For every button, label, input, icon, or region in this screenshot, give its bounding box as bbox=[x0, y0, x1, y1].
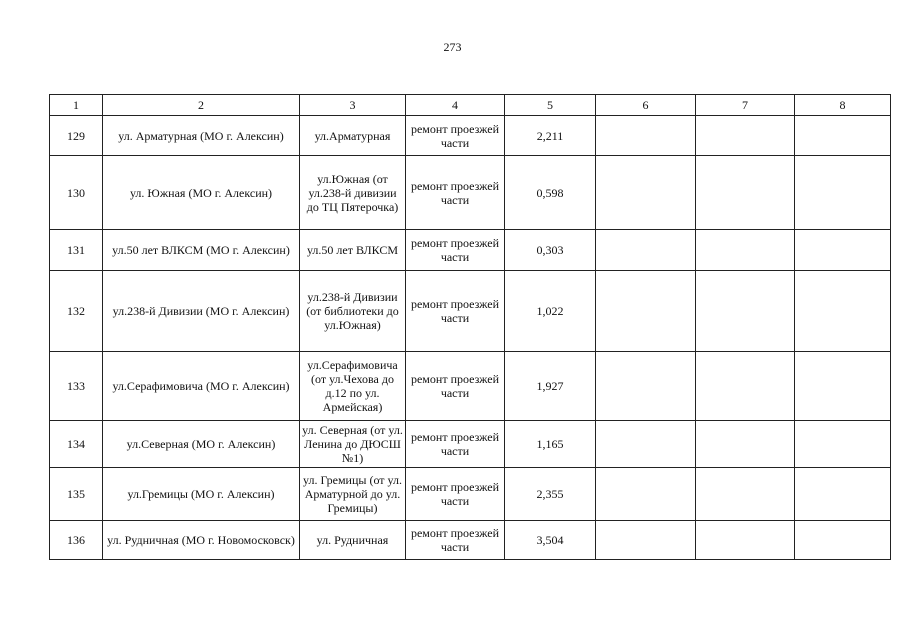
table-header-row bbox=[50, 95, 891, 116]
road-length: 0,303 bbox=[505, 230, 596, 271]
road-section: ул. Северная (от ул. Ленина до ДЮСШ №1) bbox=[300, 421, 406, 468]
row-number: 129 bbox=[50, 116, 103, 156]
column-header: 7 bbox=[696, 95, 795, 116]
road-section: ул. Рудничная bbox=[300, 521, 406, 560]
column-header: 4 bbox=[406, 95, 505, 116]
work-type: ремонт проезжей части bbox=[406, 352, 505, 421]
row-number: 132 bbox=[50, 271, 103, 352]
table-row bbox=[50, 116, 891, 156]
table-row bbox=[50, 271, 891, 352]
column-header: 6 bbox=[596, 95, 696, 116]
road-section: ул.Серафимовича (от ул.Чехова до д.12 по ул. Армейская) bbox=[300, 352, 406, 421]
table-row bbox=[50, 421, 891, 468]
empty-cell bbox=[795, 230, 891, 271]
table-row bbox=[50, 352, 891, 421]
road-name: ул.Серафимовича (МО г. Алексин) bbox=[103, 352, 300, 421]
empty-cell bbox=[795, 156, 891, 230]
empty-cell bbox=[596, 421, 696, 468]
table-row bbox=[50, 468, 891, 521]
work-type: ремонт проезжей части bbox=[406, 116, 505, 156]
empty-cell bbox=[596, 352, 696, 421]
empty-cell bbox=[696, 156, 795, 230]
empty-cell bbox=[795, 116, 891, 156]
empty-cell bbox=[596, 230, 696, 271]
page-number: 273 bbox=[443, 40, 462, 54]
empty-cell bbox=[795, 271, 891, 352]
empty-cell bbox=[596, 116, 696, 156]
road-length: 1,927 bbox=[505, 352, 596, 421]
empty-cell bbox=[795, 468, 891, 521]
empty-cell bbox=[596, 521, 696, 560]
work-type: ремонт проезжей части bbox=[406, 271, 505, 352]
road-name: ул. Арматурная (МО г. Алексин) bbox=[103, 116, 300, 156]
table-row bbox=[50, 156, 891, 230]
empty-cell bbox=[696, 116, 795, 156]
column-header: 3 bbox=[300, 95, 406, 116]
empty-cell bbox=[696, 352, 795, 421]
empty-cell bbox=[795, 352, 891, 421]
empty-cell bbox=[696, 230, 795, 271]
road-length: 1,022 bbox=[505, 271, 596, 352]
road-name: ул. Южная (МО г. Алексин) bbox=[103, 156, 300, 230]
row-number: 131 bbox=[50, 230, 103, 271]
row-number: 133 bbox=[50, 352, 103, 421]
row-number: 130 bbox=[50, 156, 103, 230]
road-name: ул.Северная (МО г. Алексин) bbox=[103, 421, 300, 468]
empty-cell bbox=[795, 421, 891, 468]
column-header: 2 bbox=[103, 95, 300, 116]
empty-cell bbox=[696, 468, 795, 521]
empty-cell bbox=[696, 271, 795, 352]
column-header: 1 bbox=[50, 95, 103, 116]
column-header: 8 bbox=[795, 95, 891, 116]
road-section: ул.238-й Дивизии (от библиотеки до ул.Южная) bbox=[300, 271, 406, 352]
empty-cell bbox=[596, 468, 696, 521]
road-name: ул.238-й Дивизии (МО г. Алексин) bbox=[103, 271, 300, 352]
road-name: ул.Гремицы (МО г. Алексин) bbox=[103, 468, 300, 521]
empty-cell bbox=[795, 521, 891, 560]
road-length: 1,165 bbox=[505, 421, 596, 468]
empty-cell bbox=[696, 521, 795, 560]
road-length: 2,211 bbox=[505, 116, 596, 156]
road-length: 0,598 bbox=[505, 156, 596, 230]
row-number: 134 bbox=[50, 421, 103, 468]
road-name: ул.50 лет ВЛКСМ (МО г. Алексин) bbox=[103, 230, 300, 271]
work-type: ремонт проезжей части bbox=[406, 230, 505, 271]
row-number: 136 bbox=[50, 521, 103, 560]
road-name: ул. Рудничная (МО г. Новомосковск) bbox=[103, 521, 300, 560]
table-row bbox=[50, 230, 891, 271]
road-section: ул.Южная (от ул.238-й дивизии до ТЦ Пятерочка) bbox=[300, 156, 406, 230]
roads-table bbox=[49, 94, 891, 560]
work-type: ремонт проезжей части bbox=[406, 156, 505, 230]
column-header: 5 bbox=[505, 95, 596, 116]
work-type: ремонт проезжей части bbox=[406, 468, 505, 521]
road-length: 2,355 bbox=[505, 468, 596, 521]
road-section: ул. Гремицы (от ул. Арматурной до ул. Гремицы) bbox=[300, 468, 406, 521]
empty-cell bbox=[596, 271, 696, 352]
empty-cell bbox=[696, 421, 795, 468]
work-type: ремонт проезжей части bbox=[406, 521, 505, 560]
table-row bbox=[50, 521, 891, 560]
empty-cell bbox=[596, 156, 696, 230]
road-section: ул.50 лет ВЛКСМ bbox=[300, 230, 406, 271]
road-length: 3,504 bbox=[505, 521, 596, 560]
row-number: 135 bbox=[50, 468, 103, 521]
road-section: ул.Арматурная bbox=[300, 116, 406, 156]
work-type: ремонт проезжей части bbox=[406, 421, 505, 468]
